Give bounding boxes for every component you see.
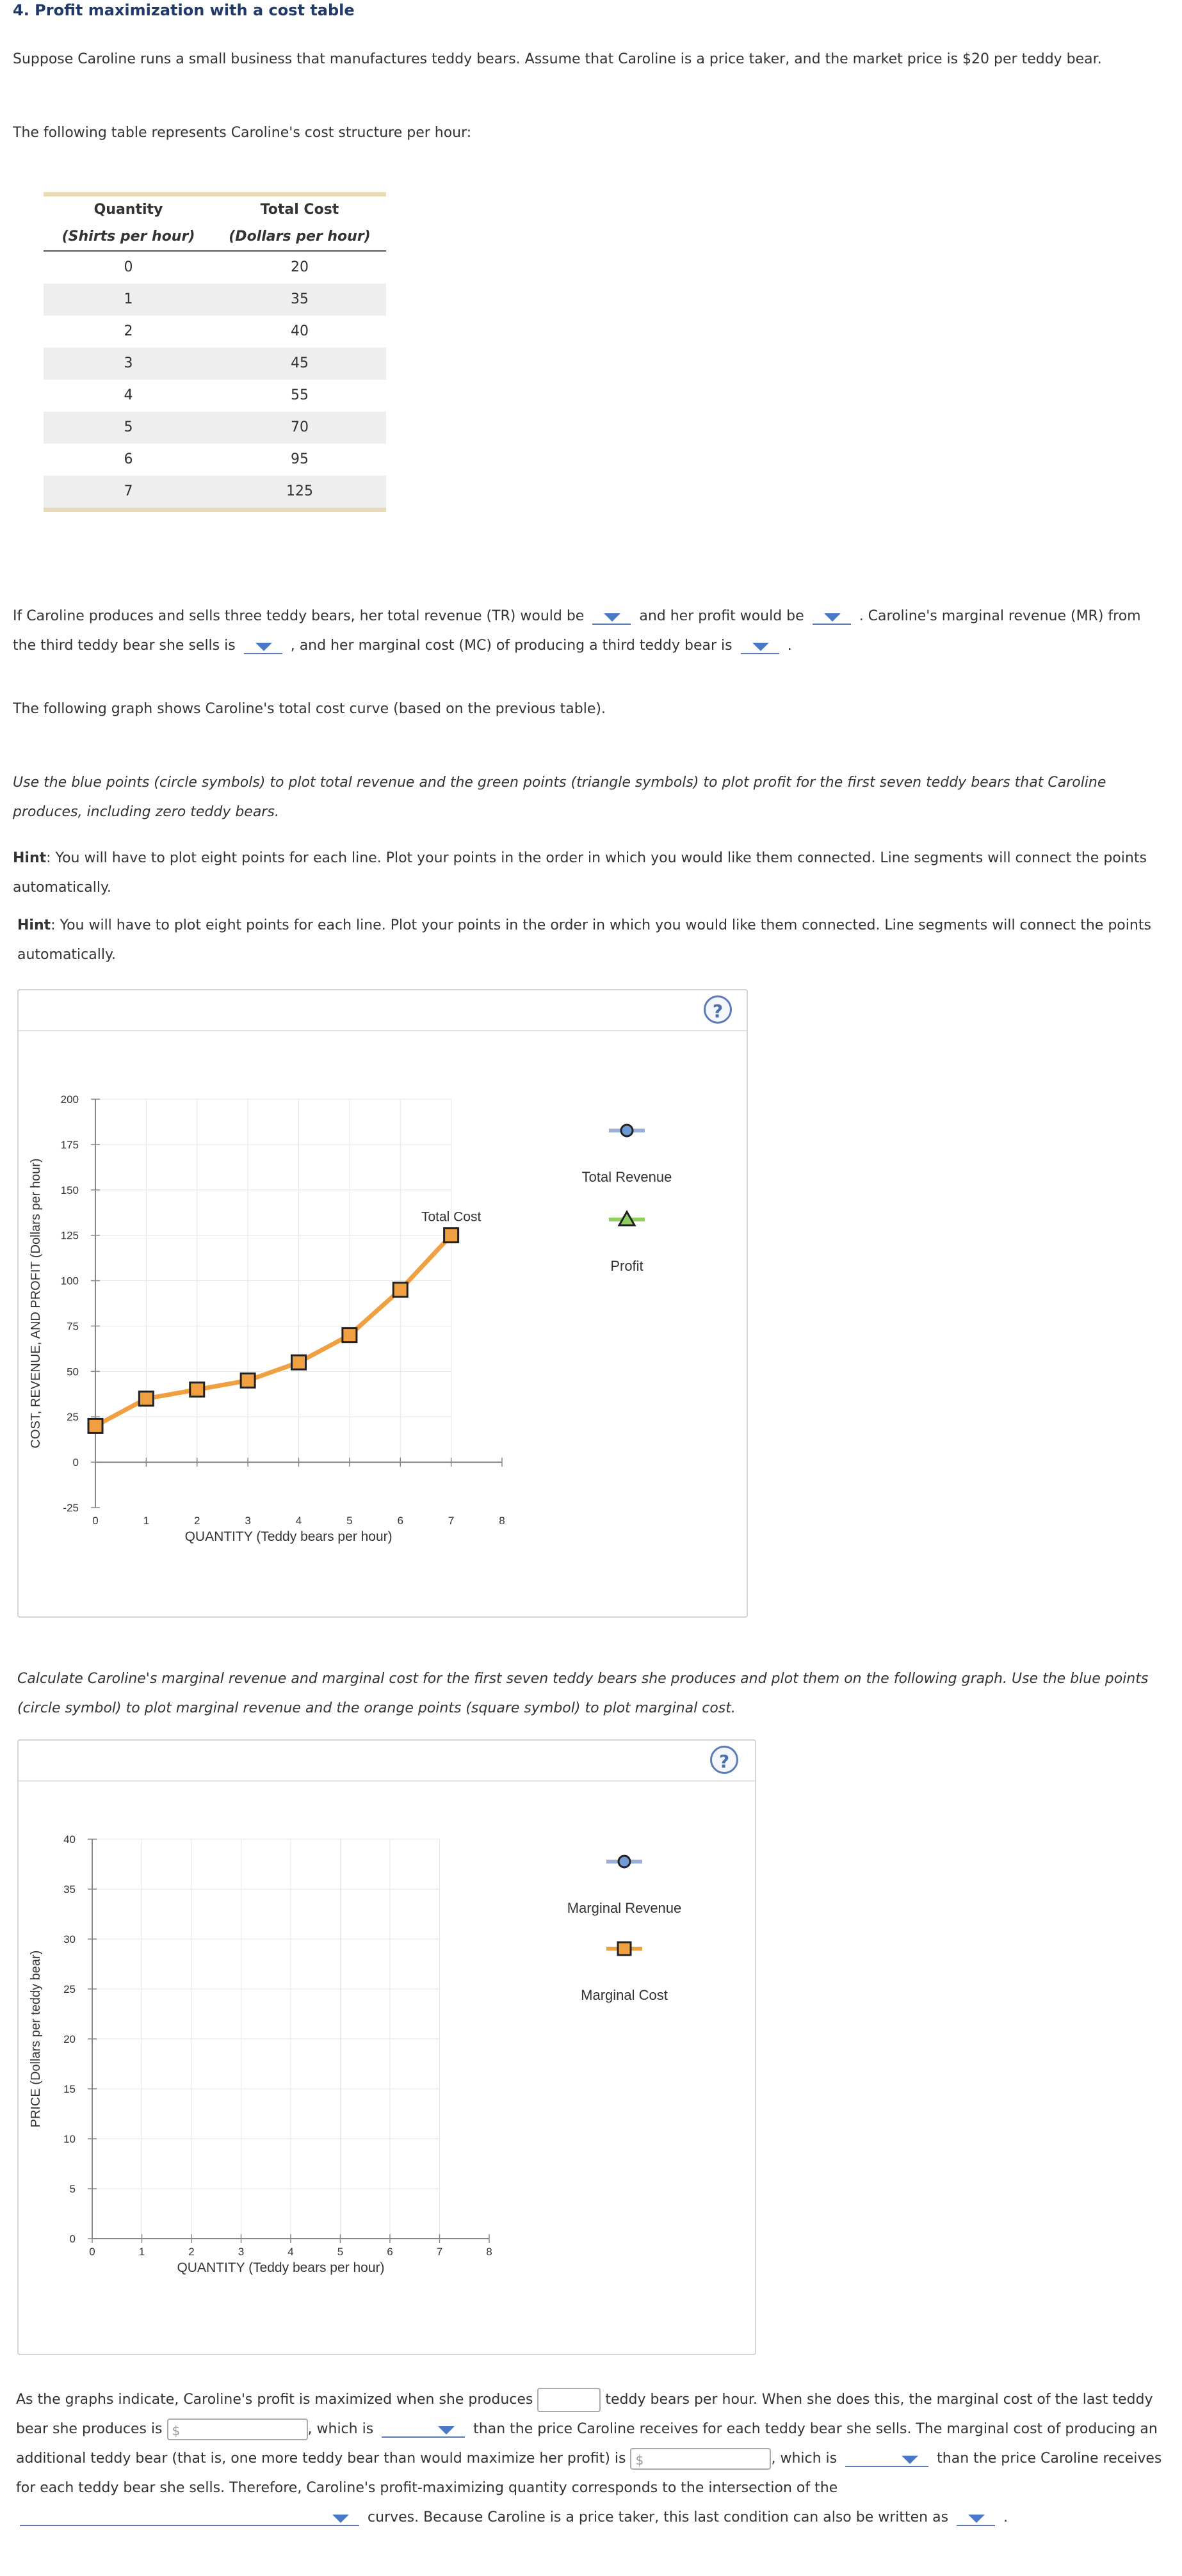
x-tick-label: 1 [143,1515,150,1527]
hint-label: Hint [17,917,51,933]
x-tick-label: 5 [346,1515,353,1527]
final-text-8: . [1003,2509,1008,2525]
total-cost-point [444,1228,458,1243]
y-tick-label: -25 [63,1502,79,1514]
y-tick-label: 35 [63,1883,76,1896]
y-tick-label: 15 [63,2083,76,2095]
mc-last-input[interactable]: $ [167,2419,308,2440]
hint-text: : You will have to plot eight points for each line. Plot your points in the order in which you would like them connected. Line segments will connect the points automatically. [17,917,1151,963]
y-tick-label: 25 [67,1411,79,1424]
mr-dropdown[interactable] [244,638,282,654]
col-header-total-cost: Total Cost [260,202,339,218]
col-header-quantity: Quantity [93,202,163,218]
mc-dropdown[interactable] [741,638,779,654]
quantity-input[interactable] [537,2388,601,2412]
y-tick-label: 0 [69,2233,76,2245]
table-row [44,316,386,348]
intro-text: Suppose Caroline runs a small business that manufactures teddy bears. Assume that Caroline is a price taker, and the market price is $20 per teddy bear. [13,51,1102,67]
cell-quantity: 7 [124,483,133,499]
marginal-cost-legend-label: Marginal Cost [581,1987,668,2003]
marginal-revenue-legend-label: Marginal Revenue [567,1900,682,1916]
y-tick-label: 50 [67,1365,79,1378]
q1-text-4: , and her marginal cost (MC) of producing a third teddy bear is [290,638,733,654]
x-tick-label: 3 [245,1515,251,1527]
marginal-cost-legend-square-icon [618,1942,631,1955]
hint-label: Hint [13,850,47,866]
cell-quantity: 3 [124,355,133,371]
condition-dropdown[interactable] [957,2509,995,2526]
profit-legend-label: Profit [610,1258,644,1274]
cell-quantity: 4 [124,387,133,403]
total-cost-point [241,1374,255,1388]
cell-quantity: 2 [124,323,133,339]
x-tick-label: 4 [295,1515,302,1527]
cell-total-cost: 125 [286,483,313,499]
final-text-6: than the price Caroline receives for each teddy bear she sells. Therefore, Caroline's profit-maximizing quantity corresponds to the intersection of the [16,2451,1162,2496]
cell-total-cost: 45 [291,355,309,371]
final-text-7: curves. Because Caroline is a price taker, this last condition can also be written as [368,2509,949,2525]
question-1 [13,602,1159,661]
x-tick-label: 6 [387,2246,393,2258]
y-tick-label: 20 [63,2033,76,2045]
x-tick-label: 1 [138,2246,145,2258]
x-tick-label: 8 [486,2246,492,2258]
x-tick-label: 2 [194,1515,200,1527]
cell-quantity: 1 [124,291,133,307]
graph1-chart[interactable] [19,990,747,1616]
total-cost-point [393,1283,407,1297]
y-tick-label: 100 [60,1275,79,1287]
profit-dropdown[interactable] [813,608,851,625]
total-revenue-legend-circle-icon [621,1125,633,1136]
help-icon[interactable]: ? [710,1746,738,1774]
x-tick-label: 4 [287,2246,294,2258]
final-text-4: than the price Caroline receives for each teddy bear she sells. The marginal cost of producing an additional teddy bear (that is, one more teddy bear than would maximize her profit) is [16,2421,1158,2467]
tr-dropdown[interactable] [592,608,631,625]
hint-2 [17,911,1163,970]
x-tick-label: 7 [448,1515,455,1527]
x-tick-label: 3 [238,2246,245,2258]
marginal-revenue-legend-circle-icon [619,1856,630,1867]
y-tick-label: 175 [60,1138,79,1151]
cell-total-cost: 95 [291,451,309,467]
y-tick-label: 0 [72,1456,79,1469]
y-tick-label: 40 [63,1833,76,1846]
graph2-instructions: Calculate Caroline's marginal revenue and marginal cost for the first seven teddy bears she produces and plot them on the following graph. Use the blue points (circle symbol) to plot marginal revenue and the orange points (square symbol) to plot marginal cost. [17,1671,1149,1716]
graph1-panel [17,989,748,1618]
table-row [44,380,386,412]
hint-1 [13,844,1159,903]
table-row [44,348,386,380]
col-sub-total-cost: (Dollars per hour) [229,229,371,245]
cell-quantity: 5 [124,419,133,435]
x-tick-label: 0 [89,2246,95,2258]
cell-total-cost: 55 [291,387,309,403]
cell-total-cost: 40 [291,323,309,339]
x-tick-label: 2 [188,2246,195,2258]
final-text-1: As the graphs indicate, Caroline's profit is maximized when she produces [16,2392,533,2408]
comparison-dropdown-2[interactable] [845,2451,928,2467]
x-tick-label: 6 [397,1515,403,1527]
mc-next-input[interactable]: $ [630,2448,771,2470]
q1-text-5: . [787,638,792,654]
y-axis-label: PRICE (Dollars per teddy bear) [29,1950,43,2128]
x-tick-label: 0 [92,1515,99,1527]
graph2-panel [17,1739,756,2355]
y-tick-label: 10 [63,2133,76,2145]
total-cost-point [139,1392,153,1406]
cell-quantity: 0 [124,259,133,275]
cell-quantity: 6 [124,451,133,467]
final-question [16,2385,1165,2532]
y-tick-label: 75 [67,1320,79,1333]
total-cost-point [343,1328,357,1342]
y-axis-label: COST, REVENUE, AND PROFIT (Dollars per hour) [29,1158,43,1449]
col-sub-quantity: (Shirts per hour) [61,229,195,245]
help-icon[interactable]: ? [704,995,732,1024]
table-row [44,444,386,476]
table-row [44,252,386,284]
y-tick-label: 30 [63,1933,76,1945]
y-tick-label: 150 [60,1184,79,1196]
total-cost-point [88,1419,102,1433]
graph-intro: The following graph shows Caroline's total cost curve (based on the previous table). [13,701,606,717]
table-row [44,476,386,508]
total-cost-point [190,1383,204,1397]
y-tick-label: 125 [60,1229,79,1242]
table-row [44,412,386,444]
y-tick-label: 5 [69,2183,76,2195]
graph1-instructions: Use the blue points (circle symbols) to plot total revenue and the green points (triangle symbols) to plot profit for the first seven teddy bears that Caroline produces, including zero teddy bears. [13,775,1106,820]
q1-text-3: . Caroline's marginal revenue (MR) from the third teddy bear she sells is [13,608,1141,654]
x-tick-label: 5 [337,2246,344,2258]
y-tick-label: 200 [60,1093,79,1106]
total-revenue-legend-label: Total Revenue [581,1169,672,1185]
y-tick-label: 25 [63,1983,76,1995]
x-axis-label: QUANTITY (Teddy bears per hour) [177,2260,385,2275]
x-tick-label: 7 [436,2246,443,2258]
table-bottom-rule [44,508,386,512]
table-row [44,284,386,316]
table-intro: The following table represents Caroline's cost structure per hour: [13,125,472,141]
x-tick-label: 8 [499,1515,505,1527]
final-text-2: teddy bears per hour. When she does this, the marginal cost of the last teddy bear she produces is [16,2392,1153,2437]
final-text-5: , which is [771,2451,838,2467]
cost-table [44,192,386,512]
total-cost-point [292,1355,306,1369]
curves-dropdown[interactable] [20,2509,359,2526]
x-axis-label: QUANTITY (Teddy bears per hour) [184,1529,393,1544]
final-text-3: , which is [307,2421,374,2437]
comparison-dropdown-1[interactable] [382,2421,465,2438]
hint-text: : You will have to plot eight points for each line. Plot your points in the order in which you would like them connected. Line segments will connect the points automatically. [13,850,1147,896]
q1-text-2: and her profit would be [639,608,804,624]
table-top-rule [44,192,386,197]
cell-total-cost: 70 [291,419,309,435]
cell-total-cost: 35 [291,291,309,307]
page-title: 4. Profit maximization with a cost table [13,1,355,19]
cell-total-cost: 20 [291,259,309,275]
q1-text-1: If Caroline produces and sells three teddy bears, her total revenue (TR) would be [13,608,585,624]
graph2-chart[interactable] [19,1741,755,2354]
total-cost-label: Total Cost [421,1209,482,1225]
